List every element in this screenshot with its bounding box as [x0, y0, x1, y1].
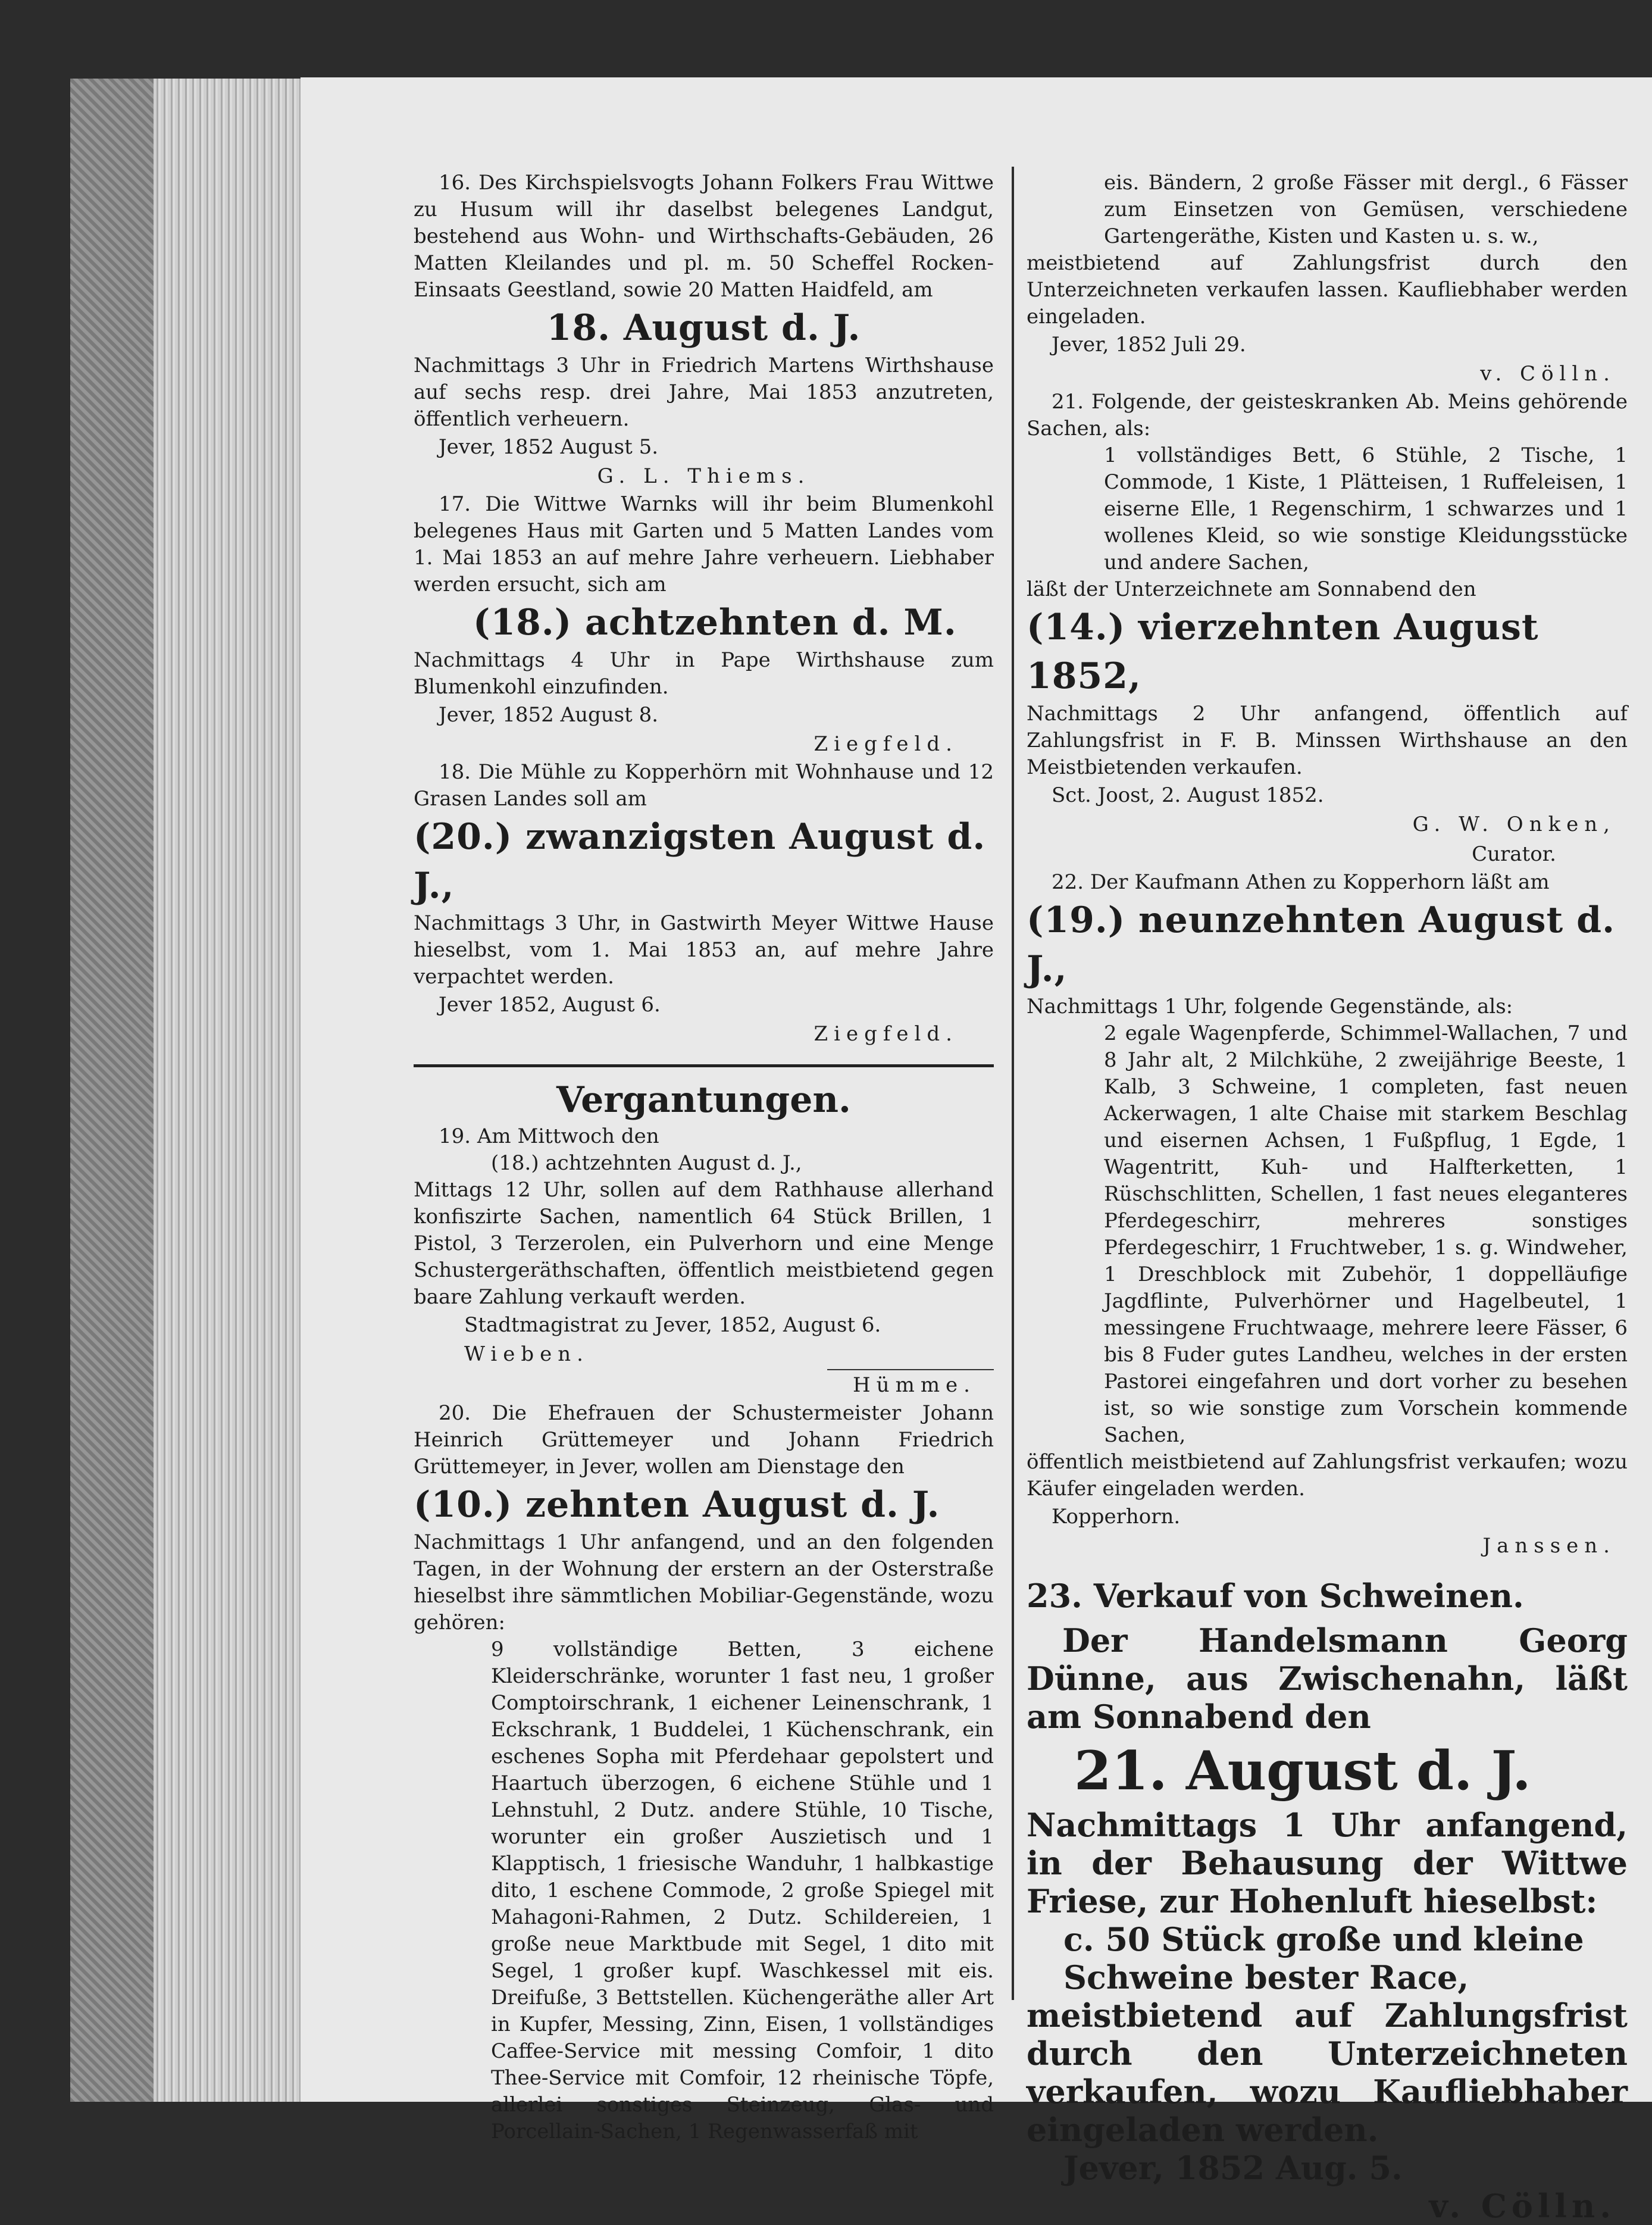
notice-23-item-list: c. 50 Stück große und kleine Schweine bester Race,: [1063, 1920, 1584, 1996]
notice-22-item-list: 2 egale Wagenpferde, Schimmel-Wallachen, 7 und 8 Jahr alt, 2 Milchkühe, 2 zweijährige Beeste, 1 Kalb, 3 Schweine, 1 completen, fast neuen Ackerwagen, 1 alte Chaise mit starkem Beschlag und eisernen Achsen, 1 Fußpflug, 1 Egde, 1 Wagentritt, Kuh- und Halfterketten, 1 Rüschschlitten, Schellen, 1 fast neues eleganteres Pferdegeschirr, mehreres sonstiges Pferdegeschirr, 1 Fruchtweber, 1 s. g. Windweher, 1 Dreschblock mit Zubehör, 1 doppelläufige Jagdflinte, Pulverhörner und Hagelbeutel, 1 messingene Fruchtwaage, mehrere leere Fässer, 6 bis 8 Fuder gutes Landheu, welches in der ersten Pastorei eingefahren und dort vorher zu besehen ist, so wie sonstige zum Vorschein kommende Sachen,: [1104, 1021, 1628, 1447]
notice-21-item-list: 1 vollständiges Bett, 6 Stühle, 2 Tische, 1 Commode, 1 Kiste, 1 Plätteisen, 1 Ruffeleisen, 1 eiserne Elle, 1 Regenschirm, 1 schwarzes und 1 wollenes Kleid, so wie sonstige Kleidungsstücke und andere Sachen,: [1104, 443, 1628, 574]
notice-22-date: (19.) neunzehnten August d. J.,: [1027, 899, 1615, 990]
section-divider: [414, 1064, 994, 1067]
notice-23-text2: Nachmittags 1 Uhr anfangend, in der Behausung der Wittwe Friese, zur Hohenluft hieselbst:: [1027, 1806, 1628, 1920]
column-rule: [1012, 167, 1014, 2000]
notice-23-text: Der Handelsmann Georg Dünne, aus Zwischenahn, läßt am Sonnabend den: [1027, 1621, 1628, 1736]
notice-21-text2: läßt der Unterzeichnete am Sonnabend den: [1027, 577, 1476, 601]
notice-22-place: Kopperhorn.: [1052, 1505, 1181, 1529]
notice-19-line1: 19. Am Mittwoch den: [439, 1124, 659, 1148]
notice-20-text2: Nachmittags 1 Uhr anfangend, und an den folgenden Tagen, in der Wohnung der erstern an der Osterstraße hieselbst ihre sämmtlichen Mobiliar-Gegenstände, wozu gehören:: [414, 1530, 994, 1635]
book-spine: [70, 79, 154, 2102]
notice-16-text: 16. Des Kirchspielsvogts Johann Folkers Frau Wittwe zu Husum will ihr daselbst belegenes Landgut, bestehend aus Wohn- und Wirthschafts-Gebäuden, 26 Matten Kleilandes und pl. m. 50 Scheffel Rocken-Einsaats Geestland, sowie 20 Matten Haidfeld, am: [414, 171, 994, 302]
notice-18-signature: Ziegfeld.: [814, 1022, 958, 1046]
notice-22-text2: Nachmittags 1 Uhr, folgende Gegenstände, als:: [1027, 995, 1513, 1018]
notice-19-signature-2: Hümme.: [853, 1373, 976, 1397]
notice-21-signature: G. W. Onken,: [1412, 812, 1616, 836]
newspaper-page: [301, 77, 1652, 2225]
continued-text: meistbietend auf Zahlungsfrist durch den Unterzeichneten verkaufen lassen. Kaufliebhaber werden eingeladen.: [1027, 251, 1628, 329]
notice-22-text3: öffentlich meistbietend auf Zahlungsfrist verkaufen; wozu Käufer eingeladen werden.: [1027, 1450, 1628, 1501]
notice-18-date: (20.) zwanzigsten August d. J.,: [414, 816, 986, 907]
notice-22-text: 22. Der Kaufmann Athen zu Kopperhorn läßt am: [1052, 870, 1550, 894]
notice-20-date: (10.) zehnten August d. J.: [414, 1484, 940, 1526]
notice-23-place: Jever, 1852 Aug. 5.: [1063, 2149, 1403, 2187]
notice-19-date: (18.) achtzehnten August d. J.,: [491, 1151, 802, 1175]
continued-signature: v. Cölln.: [1480, 362, 1616, 386]
notice-21-date: (14.) vierzehnten August 1852,: [1027, 607, 1539, 697]
notice-21-text3: Nachmittags 2 Uhr anfangend, öffentlich auf Zahlungsfrist in F. B. Minssen Wirthshause an den Meistbietenden verkaufen.: [1027, 702, 1628, 779]
page-edges: [154, 79, 304, 2102]
notice-23-text3: meistbietend auf Zahlungsfrist durch den Unterzeichneten verkaufen, wozu Kaufliebhaber eingeladen werden.: [1027, 1996, 1628, 2149]
notice-23-title: 23. Verkauf von Schweinen.: [1027, 1577, 1524, 1615]
notice-16-place: Jever, 1852 August 5.: [439, 435, 659, 459]
notice-21-place: Sct. Joost, 2. August 1852.: [1052, 783, 1324, 807]
notice-16-signature: G. L. Thiems.: [597, 464, 811, 488]
notice-18-text: 18. Die Mühle zu Kopperhörn mit Wohnhause und 12 Grasen Landes soll am: [414, 760, 994, 811]
notice-16-text2: Nachmittags 3 Uhr in Friedrich Martens Wirthshause auf sechs resp. drei Jahre, Mai 1853 anzutreten, öffentlich verheuern.: [414, 354, 994, 431]
notice-20-text: 20. Die Ehefrauen der Schustermeister Johann Heinrich Grüttemeyer und Johann Friedrich Grüttemeyer, in Jever, wollen am Dienstage den: [414, 1401, 994, 1479]
notice-19-place: Stadtmagistrat zu Jever, 1852, August 6.: [464, 1313, 881, 1337]
notice-19-text: Mittags 12 Uhr, sollen auf dem Rathhause allerhand konfiszirte Sachen, namentlich 64 Stück Brillen, 1 Pistol, 3 Terzerolen, ein Pulverhorn und eine Menge Schustergeräthschaften, öffentlich meistbietend gegen baare Zahlung verkauft werden.: [414, 1178, 994, 1309]
notice-17-text2: Nachmittags 4 Uhr in Pape Wirthshause zum Blumenkohl einzufinden.: [414, 648, 994, 699]
notice-23-signature: v. Cölln.: [1429, 2187, 1616, 2225]
notice-17-text: 17. Die Wittwe Warnks will ihr beim Blumenkohl belegenes Haus mit Garten und 5 Matten Landes vom 1. Mai 1853 an auf mehre Jahre verheuern. Liebhaber werden ersucht, sich am: [414, 492, 994, 596]
notice-21-curator: Curator.: [1472, 842, 1556, 866]
notice-17-date: (18.) achtzehnten d. M.: [473, 602, 957, 643]
continued-place: Jever, 1852 Juli 29.: [1052, 333, 1246, 357]
notice-19-signature-1: Wieben.: [464, 1342, 589, 1366]
continued-item-list: eis. Bändern, 2 große Fässer mit dergl., 6 Fässer zum Einsetzen von Gemüsen, verschiedene Gartengeräthe, Kisten und Kasten u. s. w.,: [1104, 171, 1628, 248]
notice-18-place: Jever 1852, August 6.: [439, 993, 661, 1017]
notice-17-place: Jever, 1852 August 8.: [439, 703, 659, 727]
notice-23-date: 21. August d. J.: [1074, 1739, 1531, 1802]
notice-17-signature: Ziegfeld.: [814, 732, 958, 756]
left-column: [414, 170, 994, 2145]
notice-20-item-list: 9 vollständige Betten, 3 eichene Kleiderschränke, worunter 1 fast neu, 1 großer Comptoirschrank, 1 eichener Leinenschrank, 1 Eckschrank, 1 Buddelei, 1 Küchenschrank, ein eschenes Sopha mit Pferdehaar gepolstert und Haartuch überzogen, 6 eichene Stühle und 1 Lehnstuhl, 2 Dutz. andere Stühle, 10 Tische, worunter ein großer Auszietisch und 1 Klapptisch, 1 friesische Wanduhr, 1 halbkastige dito, 1 eschene Commode, 2 große Spiegel mit Mahagoni-Rahmen, 2 Dutz. Schildereien, 1 große neue Marktbude mit Segel, 1 dito mit Segel, 1 großer kupf. Waschkessel mit eis. Dreifuße, 3 Bettstellen. Küchengeräthe aller Art in Kupfer, Messing, Zinn, Eisen, 1 vollständiges Caffee-Service mit messing Comfoir, 1 dito Thee-Service mit Comfoir, 12 rheinische Töpfe, allerlei sonstiges Steinzeug, Glas- und Porcellain-Sachen, 1 Regenwasserfaß mit: [491, 1638, 994, 2143]
notice-18-text2: Nachmittags 3 Uhr, in Gastwirth Meyer Wittwe Hause hieselbst, vom 1. Mai 1853 an, auf mehre Jahre verpachtet werden.: [414, 911, 994, 989]
notice-22-signature: Janssen.: [1482, 1534, 1616, 1558]
notice-21-text: 21. Folgende, der geisteskranken Ab. Meins gehörende Sachen, als:: [1027, 390, 1628, 440]
section-heading: Vergantungen.: [556, 1079, 851, 1121]
notice-16-date: 18. August d. J.: [546, 307, 861, 349]
right-column: [1027, 170, 1628, 2225]
